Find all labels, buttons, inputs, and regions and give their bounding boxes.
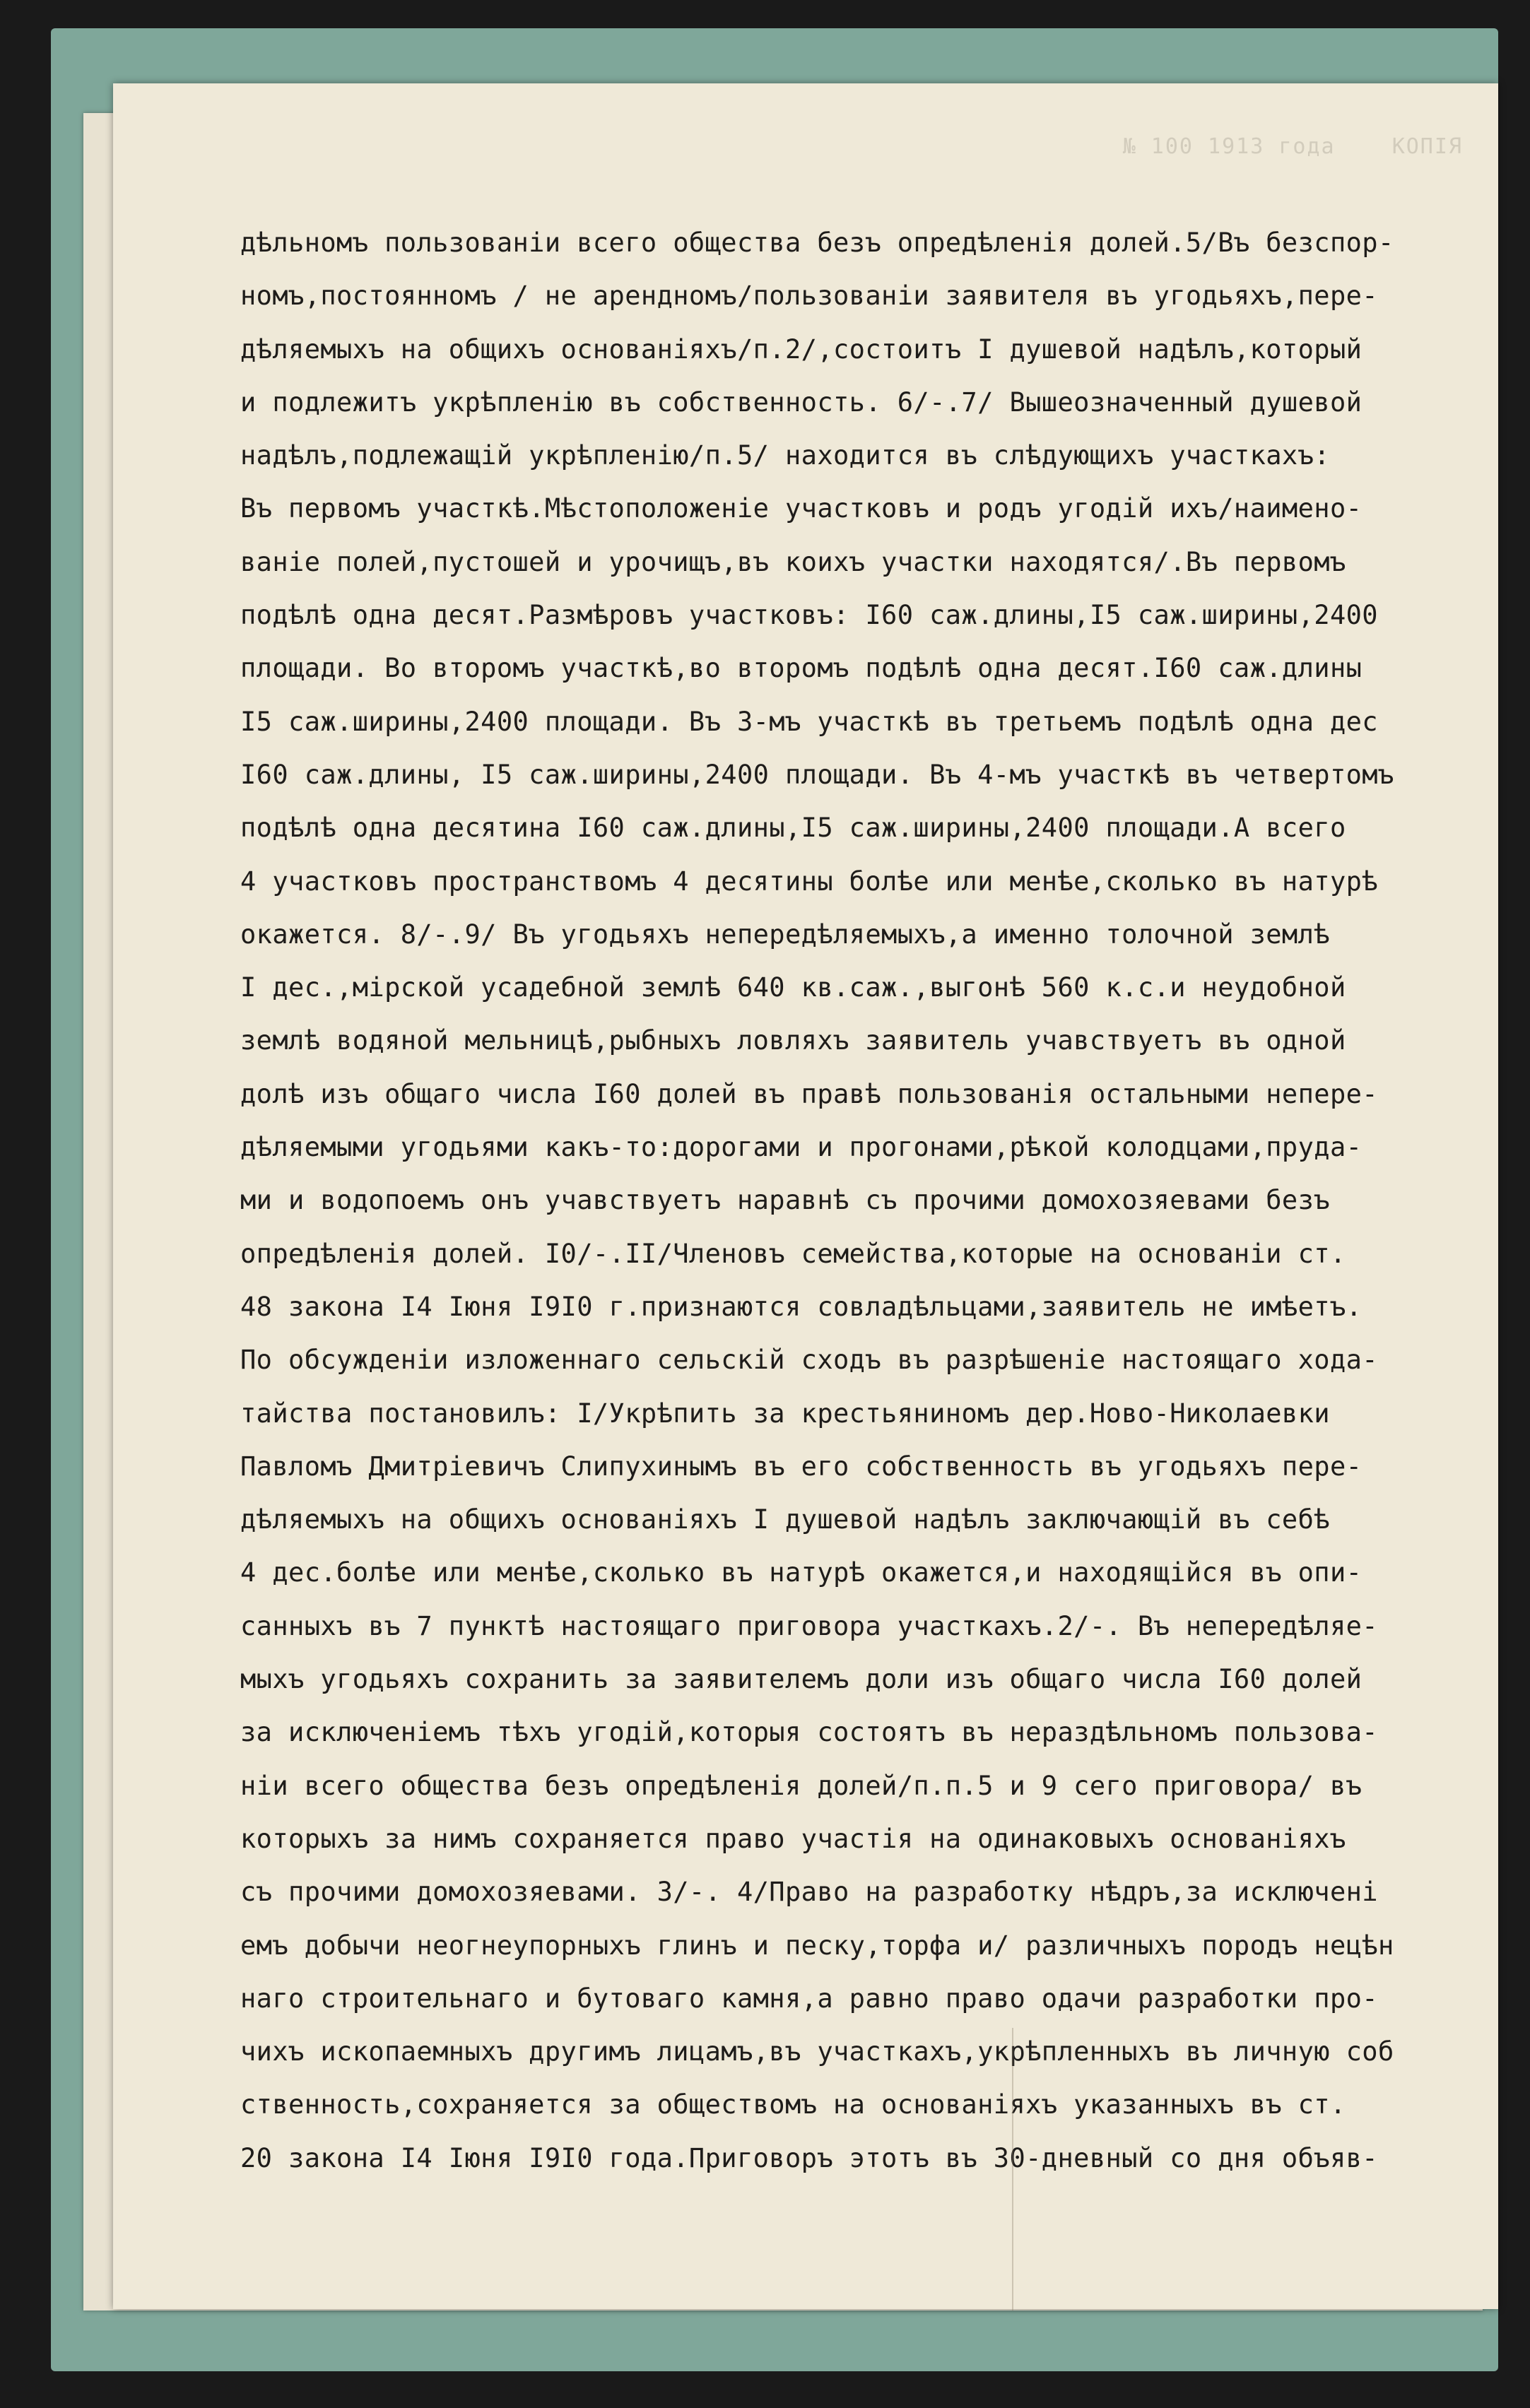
body-line: подѣлѣ одна десятина I60 саж.длины,I5 саж.ширины,2400 площади.А всего xyxy=(240,813,1346,844)
body-line: долѣ изъ общаго числа I60 долей въ правѣ пользованія остальными непере- xyxy=(240,1078,1378,1109)
body-line: номъ,постоянномъ / не арендномъ/пользованіи заявителя въ угодьяхъ,пере- xyxy=(240,281,1378,312)
body-line: дѣльномъ пользованіи всего общества безъ опредѣленія долей.5/Въ безспор- xyxy=(240,228,1394,258)
copy-mark: КОПІЯ xyxy=(1391,134,1463,159)
header-number: № 100 1913 года xyxy=(1122,134,1336,159)
body-line: землѣ водяной мельницѣ,рыбныхъ ловляхъ заявитель учавствуетъ въ одной xyxy=(240,1025,1346,1056)
body-line: 48 закона I4 Іюня I9I0 г.признаются совладѣльцами,заявитель не имѣетъ. xyxy=(240,1291,1363,1322)
body-line: 4 участковъ пространствомъ 4 десятины болѣе или менѣе,сколько въ натурѣ xyxy=(240,866,1378,897)
body-line: дѣляемыхъ на общихъ основаніяхъ/п.2/,состоитъ I душевой надѣлъ,который xyxy=(240,334,1363,365)
body-line: надѣлъ,подлежащій укрѣпленію/п.5/ находится въ слѣдующихъ участкахъ: xyxy=(240,440,1330,471)
body-line: ми и водопоемъ онъ учавствуетъ наравнѣ съ прочими домохозяевами безъ xyxy=(240,1185,1330,1216)
body-line: I60 саж.длины, I5 саж.ширины,2400 площади. Въ 4-мъ участкѣ въ четвертомъ xyxy=(240,759,1394,790)
body-line: дѣляемыхъ на общихъ основаніяхъ I душевой надѣлъ заключающій въ себѣ xyxy=(240,1504,1330,1535)
body-line: 4 дес.болѣе или менѣе,сколько въ натурѣ окажется,и находящійся въ опи- xyxy=(240,1557,1363,1588)
body-line: дѣляемыми угодьями какъ-то:дорогами и прогонами,рѣкой колодцами,пруда- xyxy=(240,1132,1363,1163)
body-line: чихъ ископаемныхъ другимъ лицамъ,въ участкахъ,укрѣпленныхъ въ личную соб xyxy=(240,2036,1394,2067)
body-line: ственность,сохраняется за обществомъ на основаніяхъ указанныхъ въ ст. xyxy=(240,2089,1346,2120)
body-line: I дес.,мірской усадебной землѣ 640 кв.саж.,выгонѣ 560 к.с.и неудобной xyxy=(240,972,1346,1003)
body-line: ніи всего общества безъ опредѣленія долей/п.п.5 и 9 сего приговора/ въ xyxy=(240,1770,1363,1801)
body-line: мыхъ угодьяхъ сохранить за заявителемъ доли изъ общаго числа I60 долей xyxy=(240,1664,1363,1695)
body-line: за исключеніемъ тѣхъ угодій,которыя состоятъ въ нераздѣльномъ пользова- xyxy=(240,1717,1378,1748)
body-line: Въ первомъ участкѣ.Мѣстоположеніе участковъ и родъ угодій ихъ/наимено- xyxy=(240,493,1363,524)
typed-body xyxy=(240,216,1484,2185)
body-line: и подлежитъ укрѣпленію въ собственность. 6/-.7/ Вышеозначенный душевой xyxy=(240,386,1363,418)
body-line: площади. Во второмъ участкѣ,во второмъ подѣлѣ одна десят.I60 саж.длины xyxy=(240,653,1363,684)
body-line: наго строительнаго и бутоваго камня,а равно право одачи разработки про- xyxy=(240,1983,1378,2014)
body-line: съ прочими домохозяевами. 3/-. 4/Право на разработку нѣдръ,за исключені xyxy=(240,1877,1378,1908)
body-line: опредѣленія долей. I0/-.II/Членовъ семейства,которые на основаніи ст. xyxy=(240,1238,1346,1269)
body-line: 20 закона I4 Іюня I9I0 года.Приговоръ этотъ въ 30-дневный со дня объяв- xyxy=(240,2142,1378,2173)
paper-fold-line xyxy=(1012,2028,1013,2310)
body-line: Павломъ Дмитріевичъ Слипухинымъ въ его собственность въ угодьяхъ пере- xyxy=(240,1451,1363,1482)
body-line: I5 саж.ширины,2400 площади. Въ 3-мъ участкѣ въ третьемъ подѣлѣ одна дес xyxy=(240,706,1378,737)
body-line: подѣлѣ одна десят.Размѣровъ участковъ: I60 саж.длины,I5 саж.ширины,2400 xyxy=(240,600,1378,631)
body-line: санныхъ въ 7 пунктѣ настоящаго приговора участкахъ.2/-. Въ непередѣляе- xyxy=(240,1610,1378,1641)
body-line: окажется. 8/-.9/ Въ угодьяхъ непередѣляемыхъ,а именно толочной землѣ xyxy=(240,919,1330,950)
body-line: ваніе полей,пустошей и урочищъ,въ коихъ участки находятся/.Въ первомъ xyxy=(240,546,1346,577)
body-line: емъ добычи неогнеупорныхъ глинъ и песку,торфа и/ различныхъ породъ нецѣн xyxy=(240,1930,1394,1961)
body-line: которыхъ за нимъ сохраняется право участія на одинаковыхъ основаніяхъ xyxy=(240,1823,1346,1854)
header-bleed-through xyxy=(233,134,1463,159)
body-line: тайства постановилъ: I/Укрѣпить за крестьяниномъ дер.Ново-Николаевки xyxy=(240,1398,1330,1429)
body-line: По обсужденіи изложеннаго сельскій сходъ въ разрѣшеніе настоящаго хода- xyxy=(240,1345,1378,1376)
